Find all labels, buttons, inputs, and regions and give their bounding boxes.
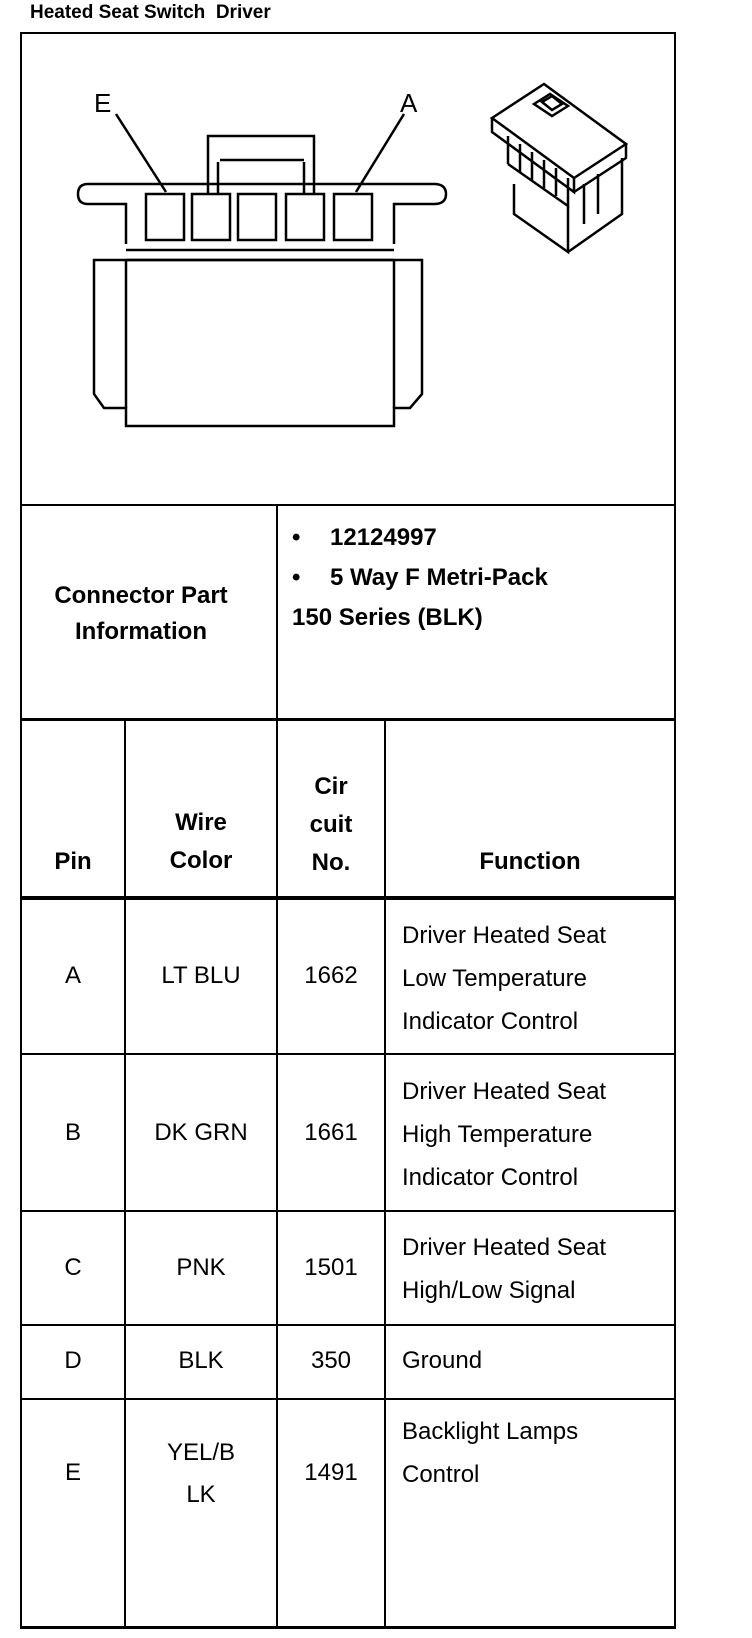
divider-row-b	[20, 1210, 676, 1212]
row-c-function: Driver Heated Seat High/Low Signal	[402, 1234, 607, 1304]
divider-row-a	[20, 1053, 676, 1055]
row-a-pin: A	[64, 962, 81, 989]
row-b-pin: B	[64, 1119, 81, 1146]
pin-window-b	[286, 194, 324, 240]
row-d-wire: BLK	[178, 1347, 224, 1374]
row-b-wire: DK GRN	[154, 1119, 248, 1146]
row-c-circuit: 1501	[304, 1254, 358, 1281]
border-bottom	[20, 1626, 676, 1629]
row-d-function: Ground	[402, 1347, 483, 1374]
row-d-pin: D	[64, 1347, 82, 1374]
row-e-circuit: 1491	[304, 1459, 358, 1486]
row-b-function: Driver Heated Seat High Temperature Indicator Control	[402, 1078, 607, 1191]
connector-table	[20, 32, 700, 1629]
divider-info	[20, 718, 676, 721]
connector-top-tab	[208, 136, 314, 194]
row-e-pin: E	[64, 1459, 81, 1486]
pin-label-e: E	[94, 88, 112, 118]
row-c-wire: PNK	[176, 1254, 226, 1281]
header-pin: Pin	[54, 848, 92, 875]
row-a-wire: LT BLU	[161, 962, 241, 989]
pin-window-a	[334, 194, 372, 240]
connector-info-label: Connector Part Information	[54, 582, 228, 645]
row-a-function: Driver Heated Seat Low Temperature Indicator Control	[402, 922, 607, 1035]
border-right	[674, 32, 676, 1629]
pin-label-a: A	[400, 88, 418, 118]
row-e-wire: YEL/B LK	[166, 1439, 236, 1508]
header-circuit-no: Cir cuit No.	[309, 773, 353, 876]
connector-diagram	[22, 34, 674, 504]
pin-window-d	[192, 194, 230, 240]
connector-series: 150 Series (BLK)	[292, 604, 483, 631]
connector-type: • 5 Way F Metri-Pack	[292, 564, 548, 591]
leader-line-e	[116, 114, 166, 192]
part-number: • 12124997	[292, 524, 437, 551]
divider-diagram	[20, 504, 676, 506]
row-b-circuit: 1661	[304, 1119, 358, 1146]
connector-info-values	[292, 518, 672, 638]
header-function: Function	[479, 848, 581, 875]
divider-header	[20, 896, 676, 900]
row-d-circuit: 350	[310, 1347, 352, 1374]
divider-row-d	[20, 1398, 676, 1400]
connector-isometric-icon	[492, 84, 626, 252]
document-title: Heated Seat Switch Driver	[30, 2, 271, 23]
row-a-circuit: 1662	[304, 962, 358, 989]
row-e-function: Backlight Lamps Control	[402, 1418, 579, 1488]
leader-line-a	[356, 114, 404, 192]
header-wire-color: Wire Color	[169, 809, 233, 874]
divider-row-c	[20, 1324, 676, 1326]
pin-window-c	[238, 194, 276, 240]
pin-window-e	[146, 194, 184, 240]
row-c-pin: C	[64, 1254, 82, 1281]
